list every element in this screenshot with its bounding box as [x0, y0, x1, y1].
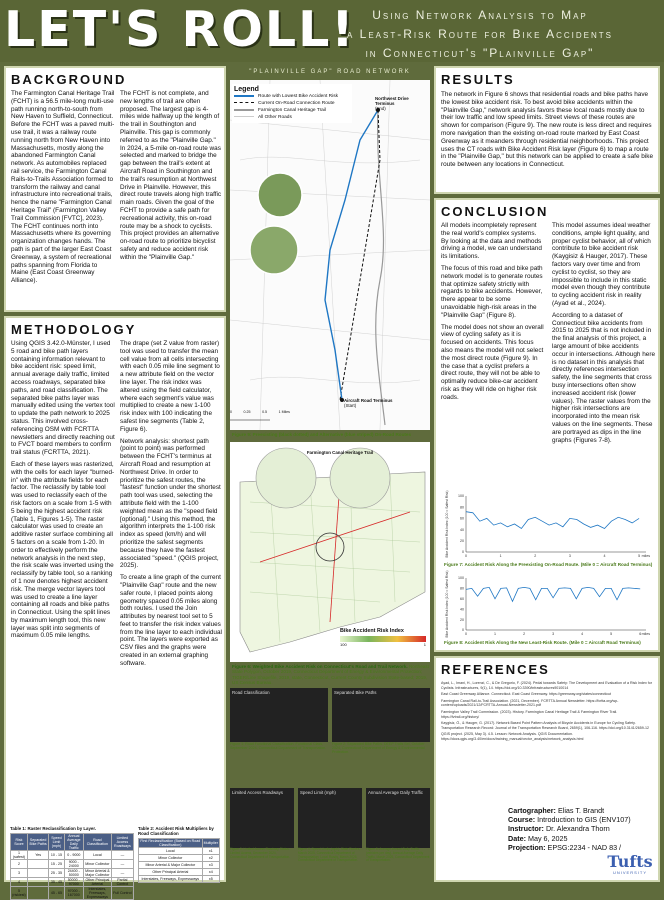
logo [4, 1, 356, 58]
small-map-4: Speed Limit (mph) Figure 4: Speed Limits (mph). State Routes, March 2025, Connecticut Department of Transportation; Local Roads, March 2025, Connecticut Department of Transportation. [298, 790, 361, 863]
table-1-cell: 3 [11, 869, 28, 878]
x-tick-label: 3 [552, 632, 555, 636]
legend-item-canal-trail: Farmington Canal Heritage Trail [234, 107, 350, 114]
risk-legend-title: Bike Accident Risk Index [340, 628, 404, 634]
reference-item: Kaygisiz, Ö., & Hauger, G. (2017). Network Based Point Pattern Analysis of Bicycle Accidents in Europe for Cycling Safety. Transportation Research Record: Journal of the Transportation Research Board, 2659(1), 106-116. https://doi.org/10.3141/2659-12 [441, 721, 649, 730]
table-1-grid [10, 833, 134, 900]
table-1-header: Road Classification [84, 834, 112, 851]
network-map-svg [230, 80, 430, 430]
x-tick-label: 6 [639, 632, 642, 636]
credits-block [508, 806, 658, 852]
conclusion-col-1 [441, 222, 545, 406]
table-1 [10, 826, 134, 900]
table-1-cell: Local [84, 851, 112, 860]
ct-risk-map [230, 442, 430, 662]
background-heading: BACKGROUND [11, 72, 127, 87]
credit-cartographer: Cartographer: Elias T. Brandt [508, 806, 605, 815]
reference-item: Farmington Valley Trail Commission. (2023). History. Farmington Canal Heritage Trail & Farmington River Trail. https://fvtrail.org/history/ [441, 709, 618, 719]
results-text: The network in Figure 6 shows that residential roads and bike paths have the lowest bike accident risk. To best avoid bike accidents within the "Plainville Gap," network analysis favors these local roads mostly due to their low traffic and low speed limits. Street views of these routes are shown for comparison (Figure 9). The new route is less direct and requires more navigation than the existing on-road route marked by East Coast Greenway as it meanders through residential neighborhoods. This project uses the CT roads with Bike Accident Risk layer (Figure 6) to map a route in the "Plainville Gap," but this network can be applied to create a safe bike route between any locations in Connecticut. [441, 91, 654, 169]
results-panel [434, 66, 660, 194]
x-tick-label: 0 [465, 632, 467, 636]
y-tick-label: 60 [460, 516, 464, 521]
small-map-5: Annual Average Daily Traffic Figure 5: Average Annual Daily Traffic (vehicles per day). Annual Average Daily Traffic, March 2025, Connecticut Department of Transportation. [366, 790, 430, 863]
methodology-p1: Using QGIS 3.42.0-Münster, I used 5 road and bike path layers containing information relevant to bike accident risk: speed limit, annual average daily traffic, limited access roadways, separated bike paths, and road classification. The separated bike paths layer was manually edited using the vertex tool to update the path network to 2025 status. This involved cross-referencing OSM with FCRTTA newsletters and directly reaching out to FVCT board members to confirm trail status (FCRTTA, 2021). [11, 340, 115, 457]
y-tick-label: 60 [460, 597, 464, 601]
south-terminus-label: Aircraft Road Terminus (Start) [344, 398, 393, 408]
table-1-cell: 2 [11, 860, 28, 869]
y-tick-label: 40 [460, 527, 464, 532]
table-1-cell: 4 [11, 878, 28, 887]
table-1-cell: Interstates, Freeways, Expressways [84, 887, 112, 900]
table-1-cell: Full Control [111, 887, 133, 900]
x-tick-label: 4 [603, 554, 606, 558]
references-heading: REFERENCES [441, 662, 550, 677]
risk-index-legend [340, 628, 426, 647]
figure-9-caption: Figure 9: Preexisting (black dotted) and Alternative (blue striped) On-Road Routes [232, 432, 412, 437]
methodology-panel [4, 316, 226, 899]
x-tick-label: 5 [610, 632, 613, 636]
inset-circle-1 [256, 448, 316, 508]
risk-legend-high: 1 [423, 642, 426, 647]
table-2-cell: Local [139, 848, 203, 855]
table-2-cell: Minor Arterial & Major Collector [139, 862, 203, 869]
y-tick-label: 20 [460, 539, 464, 543]
title-line-3: in Connecticut's "Plainville Gap" [365, 46, 595, 60]
reference-item: Ayad, L., Imani, H., Lorenzi, C., & De Gregorio, F. (2024). Pedal towards Safety: The Development and Evaluation of a Risk Index for Cyclists. Infrastructures, 9(1), 14. https://doi.org/10.3390/infrastructures9010014 [441, 681, 653, 690]
references-list [441, 681, 653, 742]
methodology-col-2 [120, 340, 222, 672]
table-1-cell: Yes [27, 851, 48, 860]
methodology-p5: To create a line graph of the current "Plainville Gap" route and the new safer route, I placed points along geometry spaced 0.05 miles along both routes. I used the Join attributes by nearest tool set to 5 feet to transfer the risk index values from the line layer to each individual point. The layers were exported as CSV files and the graphs were created in an external graphing software. [120, 574, 222, 667]
risk-legend-low: 100 [340, 642, 347, 647]
table-1-cell: Minor Collector [84, 860, 112, 869]
inset-circle-2 [330, 448, 390, 508]
table-1-cell: 25 - 35 [49, 869, 64, 878]
x-tick-label: 2 [523, 632, 526, 636]
table-1-header: Speed Limit (mph) [49, 834, 64, 851]
table-1-cell [27, 878, 48, 887]
table-1-cell: — [111, 869, 133, 878]
y-tick-label: 20 [460, 617, 464, 622]
y-tick-label: 80 [460, 586, 464, 591]
background-panel [4, 66, 226, 312]
street-view-photo-2 [250, 226, 298, 274]
conclusion-heading: CONCLUSION [441, 204, 549, 219]
table-2-cell: x3 [202, 862, 219, 869]
x-tick-label: 1 [494, 632, 497, 636]
x-tick-label: 3 [568, 554, 571, 558]
table-2-cell: Other Principal Arterial [139, 869, 203, 876]
table-1-header: Limited Access Roadways [111, 834, 133, 851]
methodology-col-1 [11, 340, 115, 644]
methodology-p2: Each of these layers was rasterized, with the cells for each layer "burned-in" with the attribute fields for each factor. The reclassify by table tool was used to reclassify each of the risk factors on a scale from 1-5 with 5 being the highest accident risk (Table 1, Figures 1-5). The raster calculator was used to create an additive raster surface combining all 5 factors on a scale from 1-20. In order to effectively perform the network analysis in the next step, the risk scale was inverted using the reclassify by table tool, so a ranking of 1 now denotes highest accident risk. The merge vector layers tool was used to create a line layer containing all roads and bike paths in Connecticut. Using the split lines by maximum length tool, this new layer was split into segments of maximum 0.05 mile lengths. [11, 460, 115, 640]
background-col-2: The FCHT is not complete, and new lengths of trail are often proposed. The largest gap is 4-miles wide halfway up the length of the trail in Southington and Plainville. This gap is commonly referred to as the "Plainville Gap." In 2024, a 5-mile on-road route was selected and marked to bridge the gap between the trail's extent at Aircraft Road in Southington and the trail's resumption at Northwest Drive in Plainville. However, this direct route travels along high traffic main roads. Given the goal of the FCHT to provide a safe path for recreational activity, this on-road route may be a shock to cyclists. This project provides an alternative on-road route to prioritize bicyclist safety and reduce accident risk within the "Plainville Gap." [120, 90, 222, 261]
series-line [466, 587, 640, 601]
table-2-header: First Reclassification (Based on Road Classification) [140, 839, 201, 847]
table-1-row [11, 869, 134, 878]
conclusion-col-2 [552, 222, 656, 448]
x-axis-label: miles [641, 554, 650, 558]
small-maps [230, 688, 430, 884]
y-tick-label: 0 [462, 550, 464, 555]
network-map-title-bar [230, 66, 430, 78]
title-line-1: Using Network Analysis to Map [372, 8, 588, 22]
conclusion-p3: The model does not show an overall view of cycling safety as it is focused on accidents. This focus also means the model will not select the most direct route (Figure 9). In the case that a cyclist prefers a direct route, they will not be able to optimally reduce bike-car accident risk as they will ride on higher risk roads. [441, 323, 544, 401]
table-1-row [11, 887, 134, 900]
conclusion-p1: All models incompletely represent the real world's complex systems. By looking at the data and methods driving a model, we can understand its limitations. [441, 222, 542, 261]
figure-7-chart [440, 490, 654, 562]
small-map-3: Limited Access Roadways Figure 3: Limited Access Roadway Status. Limited Access, December 2024, Connecticut Department of Transportation. [230, 788, 294, 859]
table-1-cell: Other Principal Arterial [85, 878, 110, 886]
credit-instructor: Instructor: Dr. Alexandra Thorn [508, 824, 610, 834]
title-line-2: a Least-Risk Route for Bike Accidents [346, 27, 614, 41]
street-view-photo-1 [258, 173, 302, 217]
x-tick-label: 2 [534, 554, 537, 558]
table-2-row [139, 855, 220, 862]
table-1-cell [27, 887, 48, 900]
logo-text: LET'S ROLL! [4, 1, 356, 58]
network-legend [232, 84, 352, 123]
poster-title [300, 6, 660, 63]
legend-item-other-roads: All Other Roads [234, 114, 350, 121]
background-col-1: The Farmington Canal Heritage Trail (FCHT) is a 56.5 mile-long multi-use path running north-to-south from New Haven to Suffield, Connecticut. Before the FCHT was a paved multi-use trail, it was a railway route running north from New Haven into Massachusetts, mostly along the abandoned Farmington Canal network. As automobiles replaced rail service, the Farmington Canal Rails-to-Trails Association formed to transform the railway and canal infrastructure into recreational trails, hence the name "Farmington Canal Heritage Trail" (Farmington Valley Trail Commission [FVTC], 2023). The FCHT continues north into Massachusetts where its governing organization changes hands. The path is part of the larger East Coast Greenway, a system of recreational paths spanning from Florida to Maine (East Coast Greenway Alliance). [11, 90, 115, 285]
table-2-row [139, 862, 220, 869]
ct-trail-label: Farmington Canal Heritage Trail [306, 450, 374, 455]
conclusion-p5: According to a dataset of Connecticut bike accidents from 2015 to 2025 that is not included in the final analysis of this project, a large amount of bike accidents occur in intersections. Although here is no dataset in this analysis that directly references intersection safety, the line segments that cross busy intersections often show increased accident risk (lower values). The raster values from the higher risk intersections are incorporated into the mean risk values on the line segments. These are portrayed as dips in the line graphs (Figures 7-8). [552, 311, 656, 444]
table-2-row [139, 869, 220, 876]
north-terminus-label: Northwest Drive Terminus (End) [375, 96, 409, 111]
table-2-cell: Interstates, Freeways, Expressways [139, 876, 203, 883]
table-2-row [139, 876, 220, 883]
methodology-p3: The drape (set Z value from raster) tool was used to transfer the mean cell value from all cells intersecting with each 0.05 mile line segment to a new attribute field on the vector line layer. The risk index was altered using the field calculator, where each segment's value was multiplied to create a new 1-100 risk index with 100 indicating the safest line segments (Table 2, Figure 6). [120, 340, 220, 433]
methodology-p4: Network analysis: shortest path (point to point) was performed between the FCHT's terminus at Aircraft Road and resumption at Northwest Drive. In order to prioritize the safest routes, the "fastest" function under the shortest path tool was used, selecting the attribute field with the 1-100 weighted mean as the "speed field [optional]." Using this method, the algorithm interprets the 1-100 risk index as speed (km/h) and will prioritize the safest segments because they have the fastest associated "speed." (QGIS project, 2025). [120, 437, 221, 570]
figure-8-caption: Figure 8: Accident Risk Along the New Least-Risk Route. (Mile 0 = Aircraft Road Terminus) [444, 640, 641, 645]
results-heading: RESULTS [441, 72, 515, 87]
table-2-cell: x4 [202, 869, 219, 876]
series-line [466, 512, 639, 529]
table-1-cell: 45 - 65 [49, 887, 64, 900]
table-1-cell: Partial Control [111, 878, 133, 887]
table-2-title: Table 2: Accident Risk Multipliers by Road Classification [138, 826, 214, 836]
credit-date: Date: May 6, 2025 [508, 833, 568, 843]
x-tick-label: 1 [499, 554, 502, 558]
table-1-cell [27, 869, 48, 878]
table-1-header: Risk Score [11, 834, 28, 851]
x-tick-label: 4 [581, 632, 584, 636]
table-1-cell: Minor Arterial & Major Collector [85, 869, 110, 877]
table-2 [138, 826, 220, 883]
y-tick-label: 100 [458, 494, 464, 499]
table-2-cell: x2 [202, 855, 219, 862]
conclusion-p2: The focus of this road and bike path network model is to generate routes that optimize safety strictly with regards to bike accidents. However, there appear to be some unavoidable high-risk areas in the "Plainville Gap" (Figure 8). [441, 264, 543, 319]
table-1-cell: 50000 - 97000 [64, 878, 83, 887]
network-map [230, 80, 430, 430]
reference-item: Farmington Canal Rail-to-Trail Association. (2021, December). FCRTTA Annual Newsletter. https://fcrtta.org/wp-content/uploads/2021/12/FCRTTA-Annual-Newsletter-2021.pdf [441, 698, 619, 708]
table-1-cell [27, 860, 48, 869]
table-1-header: Separated Bike Paths [27, 834, 48, 851]
y-axis-label: Bike Accident Risk Index (100 = Safest Risk) [445, 490, 449, 558]
conclusion-panel [434, 198, 660, 652]
table-1-header: Annual Average Daily Traffic [64, 834, 83, 851]
table-1-cell: 5 (riskiest) [11, 887, 28, 900]
table-1-cell: 10 - 15 [49, 851, 64, 860]
table-1-cell: 9000 - 24000 [64, 860, 83, 869]
figure-7-caption: Figure 7: Accident Risk Along the Preexisting On-Road Route. (Mile 0 = Aircraft Road Terminus) [444, 562, 653, 567]
table-1-row [11, 860, 134, 869]
scale-bar-labels: 0 0.25 0.5 1 Miles [230, 410, 290, 414]
figure-6-caption: Figure 6: Weighted Bike Accident Risk on Connecticut's Road and Trail Network. Northeast State Polygon, October 2019, Connecticut Department of Energy & Environmental Protection; TIGER/Line Shapefile, 2019, state, Connecticut, Current County Subdivision State-based; 2019, US Census Bureau. [232, 664, 429, 686]
y-axis-label: Bike Accident Risk Index (100 = Safest Risk) [445, 570, 449, 638]
x-tick-label: 0 [465, 554, 467, 558]
table-1-cell: 97000 - 167000 [64, 887, 83, 900]
table-1-cell: — [111, 860, 133, 869]
credit-projection: Projection: EPSG:2234 - NAD 83 / [508, 842, 622, 852]
y-tick-label: 80 [460, 505, 464, 510]
table-2-cell: Minor Collector [139, 855, 203, 862]
conclusion-p4: This model assumes ideal weather conditions, ample light quality, and proper cyclist behavior, all of which contribute to bike accident risk (Kaygisiz & Hauger, 2017). These factors vary over time and from cyclist to cyclist, so they are impossible to include in this static model even though they contribute to cycling accident risk in reality (Ayad et al., 2024). [552, 222, 651, 307]
x-tick-label: 5 [638, 554, 641, 558]
small-map-1: Road Classification Figure 1: Road Functional Classification. Functional Class, September 2024, Connecticut Department of Transportation. [230, 690, 327, 751]
credit-course: Course: Introduction to GIS (ENV107) [508, 815, 631, 825]
table-1-title: Table 1: Raster Reclassification by Layer. [10, 826, 97, 831]
small-map-2: Separated Bike Paths Figure 2: Separated Bike Paths. DEEP Trails Set, October 2024, Connecticut Department of Energy & Environmental Protection. [332, 688, 430, 755]
y-tick-label: 40 [460, 607, 464, 612]
reference-item: QGIS project. (2025, May 3). 4.5. Lesson: Network Analysis. QGIS Documentation. https://docs.qgis.org/3.40/en/docs/training_manual/vector_analysis/network_analysis.html [441, 732, 584, 741]
table-2-cell: x5 [202, 876, 219, 883]
table-1-cell: 35 - 45 [49, 878, 64, 887]
network-map-title: "PLAINVILLE GAP" ROAD NETWORK [249, 69, 411, 75]
x-axis-label: miles [641, 632, 650, 636]
y-tick-label: 100 [458, 576, 464, 581]
table-1-cell: 24400 - 50000 [64, 869, 83, 878]
table-1-cell: 1 (safest) [11, 851, 28, 860]
tufts-logo: Tufts UNIVERSITY [607, 852, 653, 875]
reference-item: East Coast Greenway Alliance. Connecticut. East Coast Greenway. https://greenway.org/states/connecticut [441, 692, 612, 697]
legend-item-least-risk: Route with Lowest Bike Accident Risk [234, 93, 350, 100]
methodology-heading: METHODOLOGY [11, 322, 137, 337]
table-2-header: Multiplier [202, 839, 219, 848]
table-2-cell: x1 [202, 848, 219, 855]
table-2-grid [138, 838, 220, 883]
table-1-row [11, 851, 134, 860]
table-1-cell: 0 - 9000 [64, 851, 83, 860]
references-panel [434, 656, 660, 882]
legend-item-current-route: Current On-Road Connection Route [234, 100, 350, 107]
y-tick-label: 0 [462, 628, 464, 633]
figure-8-chart [440, 572, 654, 640]
table-1-row [11, 878, 134, 887]
table-1-cell: — [111, 851, 133, 860]
table-1-cell: 15 - 25 [49, 860, 64, 869]
table-2-row [139, 848, 220, 855]
network-legend-title: Legend [234, 86, 259, 93]
